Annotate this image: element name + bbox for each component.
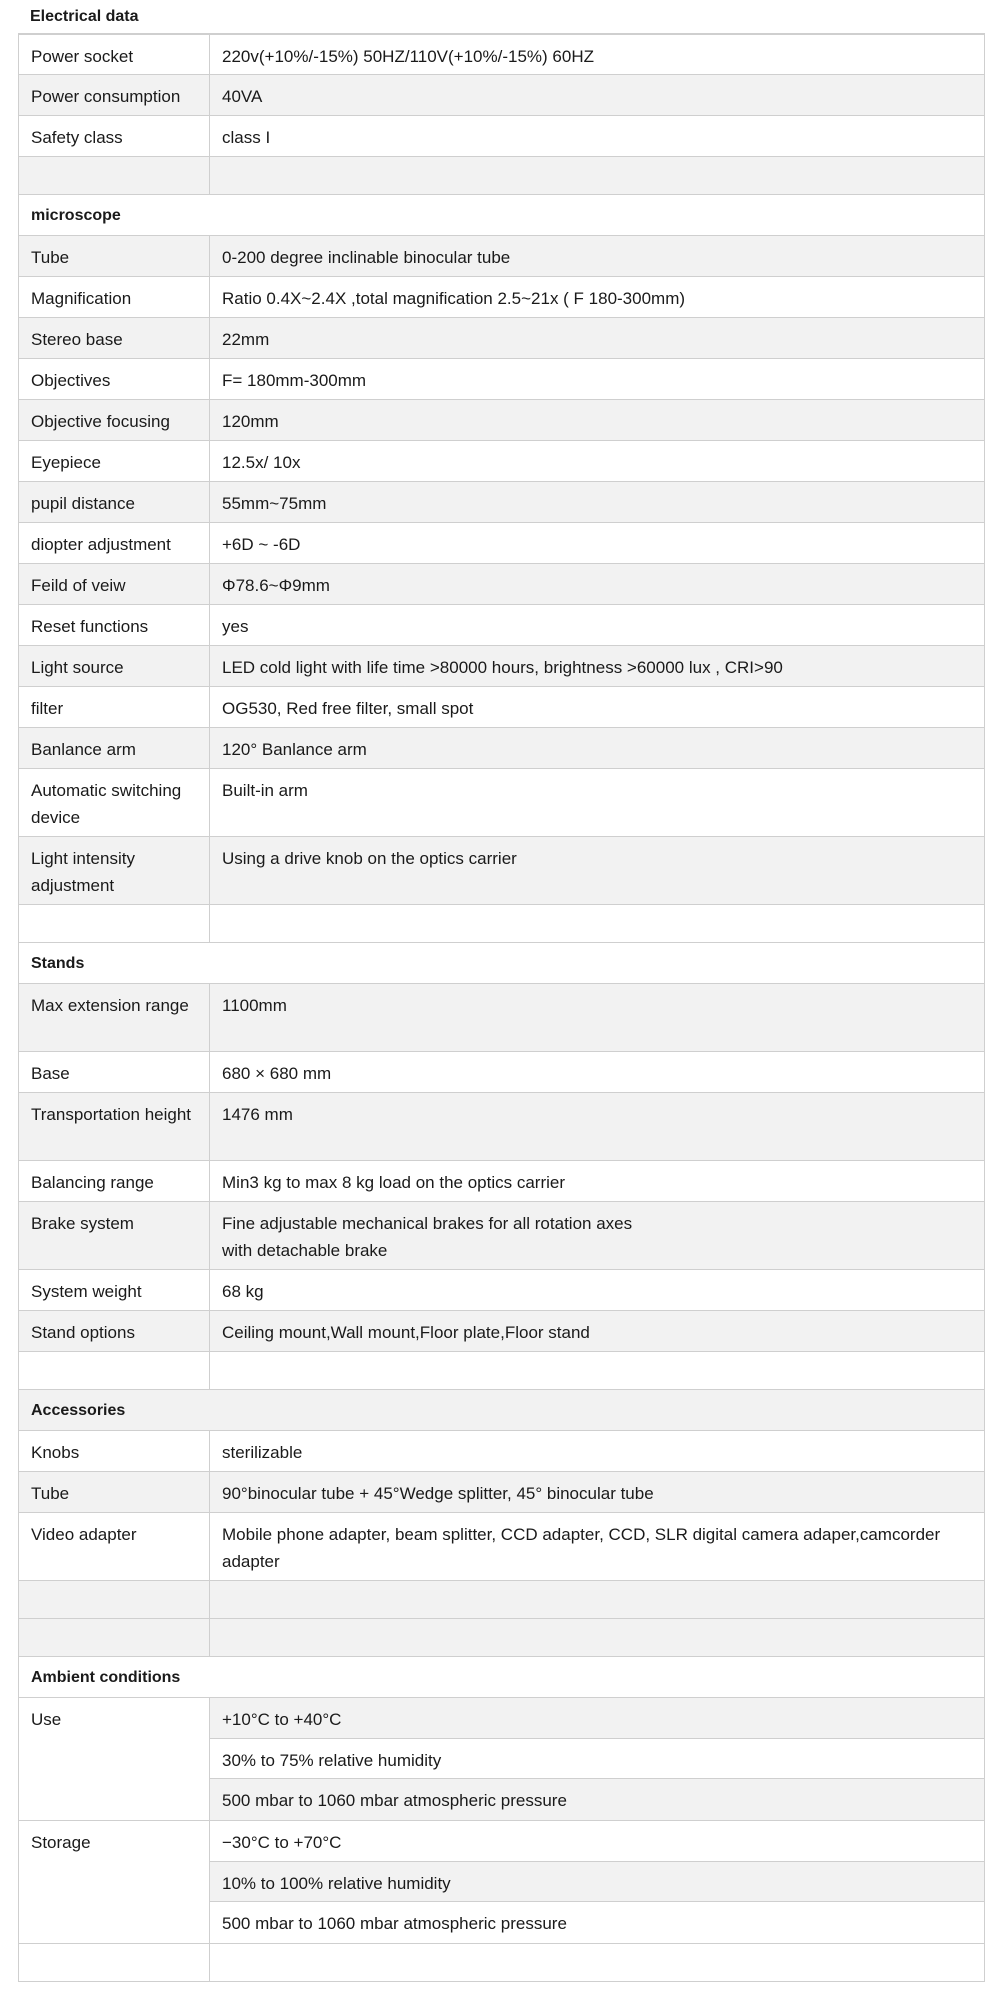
- row-label: Knobs: [19, 1431, 210, 1471]
- table-row: [18, 75, 985, 116]
- table-row: [18, 728, 985, 769]
- row-value: 680 × 680 mm: [222, 1064, 332, 1083]
- row-label: diopter adjustment: [19, 523, 210, 563]
- row-value: 1100mm: [222, 996, 287, 1015]
- row-value: 12.5x/ 10x: [222, 453, 301, 472]
- table-row: [18, 1513, 985, 1581]
- table-row: [18, 1052, 985, 1093]
- row-label: Power consumption: [19, 75, 210, 115]
- table-row: [18, 605, 985, 646]
- table-row: [18, 1202, 985, 1270]
- table-row: [18, 523, 985, 564]
- row-label: Tube: [19, 1472, 210, 1512]
- row-value: LED cold light with life time >80000 hours, brightness >60000 lux , CRI>90: [222, 658, 783, 677]
- section-title: Ambient conditions: [31, 1669, 181, 1686]
- row-value: Φ78.6~Φ9mm: [222, 576, 330, 595]
- row-value: 90°binocular tube + 45°Wedge splitter, 45° binocular tube: [222, 1484, 654, 1503]
- row-label: Storage: [19, 1821, 210, 1943]
- row-label: Light intensity adjustment: [19, 837, 210, 904]
- row-value: 30% to 75% relative humidity: [210, 1739, 984, 1780]
- table-row: [18, 564, 985, 605]
- table-row: [18, 482, 985, 523]
- row-value: Ratio 0.4X~2.4X ,total magnification 2.5~21x ( F 180-300mm): [222, 289, 686, 308]
- section-header: [18, 943, 985, 984]
- row-label: [19, 157, 210, 194]
- table-row: [18, 1821, 985, 1944]
- section-title: microscope: [31, 207, 121, 224]
- row-value: Fine adjustable mechanical brakes for all rotation axes with detachable brake: [222, 1214, 633, 1260]
- table-row: [18, 236, 985, 277]
- table-row: [18, 400, 985, 441]
- row-label: [19, 905, 210, 942]
- table-row: [18, 359, 985, 400]
- empty-row: [18, 1352, 985, 1390]
- row-label: Safety class: [19, 116, 210, 156]
- table-row: [18, 318, 985, 359]
- row-value: F= 180mm-300mm: [222, 371, 367, 390]
- spec-table: [18, 0, 985, 1982]
- table-row: [18, 1698, 985, 1821]
- row-value: class I: [222, 128, 271, 147]
- table-row: [18, 116, 985, 157]
- table-row: [18, 1311, 985, 1352]
- row-value: [210, 1944, 984, 1981]
- row-label: Stand options: [19, 1311, 210, 1351]
- row-value: [210, 1581, 984, 1618]
- row-value: 220v(+10%/-15%) 50HZ/110V(+10%/-15%) 60HZ: [222, 47, 594, 66]
- row-label: [19, 1619, 210, 1656]
- row-label: Base: [19, 1052, 210, 1092]
- section-title: Stands: [31, 955, 85, 972]
- row-value: +6D ~ -6D: [222, 535, 301, 554]
- row-value: 120° Banlance arm: [222, 740, 367, 759]
- row-label: Max extension range: [19, 984, 210, 1051]
- row-value: [210, 905, 984, 942]
- row-label: pupil distance: [19, 482, 210, 522]
- empty-row: [18, 157, 985, 195]
- row-value: Ceiling mount,Wall mount,Floor plate,Floor stand: [222, 1323, 590, 1342]
- row-value: −30°C to +70°C: [210, 1821, 984, 1862]
- section-title: Electrical data: [30, 8, 139, 25]
- row-label: Power socket: [19, 35, 210, 74]
- row-label: System weight: [19, 1270, 210, 1310]
- row-value: 0-200 degree inclinable binocular tube: [222, 248, 511, 267]
- row-value: 1476 mm: [222, 1105, 293, 1124]
- table-row: [18, 34, 985, 75]
- row-label: Banlance arm: [19, 728, 210, 768]
- row-label: Tube: [19, 236, 210, 276]
- empty-row: [18, 1619, 985, 1657]
- row-value: 68 kg: [222, 1282, 264, 1301]
- row-value: sterilizable: [222, 1443, 303, 1462]
- table-row: [18, 1472, 985, 1513]
- row-value: Mobile phone adapter, beam splitter, CCD adapter, CCD, SLR digital camera adaper,camcorder adapter: [222, 1525, 941, 1571]
- row-value: 55mm~75mm: [222, 494, 327, 513]
- row-label: Feild of veiw: [19, 564, 210, 604]
- row-label: Magnification: [19, 277, 210, 317]
- row-value: 500 mbar to 1060 mbar atmospheric pressure: [222, 1914, 567, 1934]
- row-value: 500 mbar to 1060 mbar atmospheric pressure: [210, 1779, 984, 1820]
- empty-row: [18, 1581, 985, 1619]
- row-label: filter: [19, 687, 210, 727]
- row-label: [19, 1581, 210, 1618]
- table-row: [18, 984, 985, 1052]
- row-label: [19, 1352, 210, 1389]
- row-label: Objective focusing: [19, 400, 210, 440]
- row-label: Reset functions: [19, 605, 210, 645]
- row-value: OG530, Red free filter, small spot: [222, 699, 474, 718]
- row-label: Balancing range: [19, 1161, 210, 1201]
- row-label: Transportation height: [19, 1093, 210, 1160]
- row-label: Objectives: [19, 359, 210, 399]
- table-row: [18, 1270, 985, 1311]
- table-row: [18, 646, 985, 687]
- row-value: [210, 157, 984, 194]
- row-label: Video adapter: [19, 1513, 210, 1580]
- table-row: [18, 769, 985, 837]
- row-value: 120mm: [222, 412, 279, 431]
- table-row: [18, 441, 985, 482]
- section-header: [18, 0, 985, 34]
- table-row: [18, 1431, 985, 1472]
- row-value: [210, 1352, 984, 1389]
- row-value: +10°C to +40°C: [210, 1698, 984, 1739]
- table-row: [18, 1161, 985, 1202]
- row-value: Min3 kg to max 8 kg load on the optics carrier: [222, 1173, 565, 1192]
- row-label: Brake system: [19, 1202, 210, 1269]
- table-row: [18, 837, 985, 905]
- row-label: Light source: [19, 646, 210, 686]
- row-label: [19, 1944, 210, 1981]
- section-header: [18, 195, 985, 236]
- row-value: 10% to 100% relative humidity: [210, 1862, 984, 1903]
- table-row: [18, 1093, 985, 1161]
- section-header: [18, 1657, 985, 1698]
- row-label: Stereo base: [19, 318, 210, 358]
- section-title: Accessories: [31, 1402, 126, 1419]
- section-header: [18, 1390, 985, 1431]
- row-value: 40VA: [222, 87, 263, 106]
- row-value: [210, 1619, 984, 1656]
- row-label: Use: [19, 1698, 210, 1820]
- table-row: [18, 277, 985, 318]
- row-label: Automatic switching device: [19, 769, 210, 836]
- row-value: Using a drive knob on the optics carrier: [222, 849, 517, 868]
- row-label: Eyepiece: [19, 441, 210, 481]
- table-row: [18, 687, 985, 728]
- empty-row: [18, 905, 985, 943]
- row-value: 22mm: [222, 330, 270, 349]
- empty-row: [18, 1944, 985, 1982]
- row-value: Built-in arm: [222, 781, 308, 800]
- row-value: yes: [222, 617, 249, 636]
